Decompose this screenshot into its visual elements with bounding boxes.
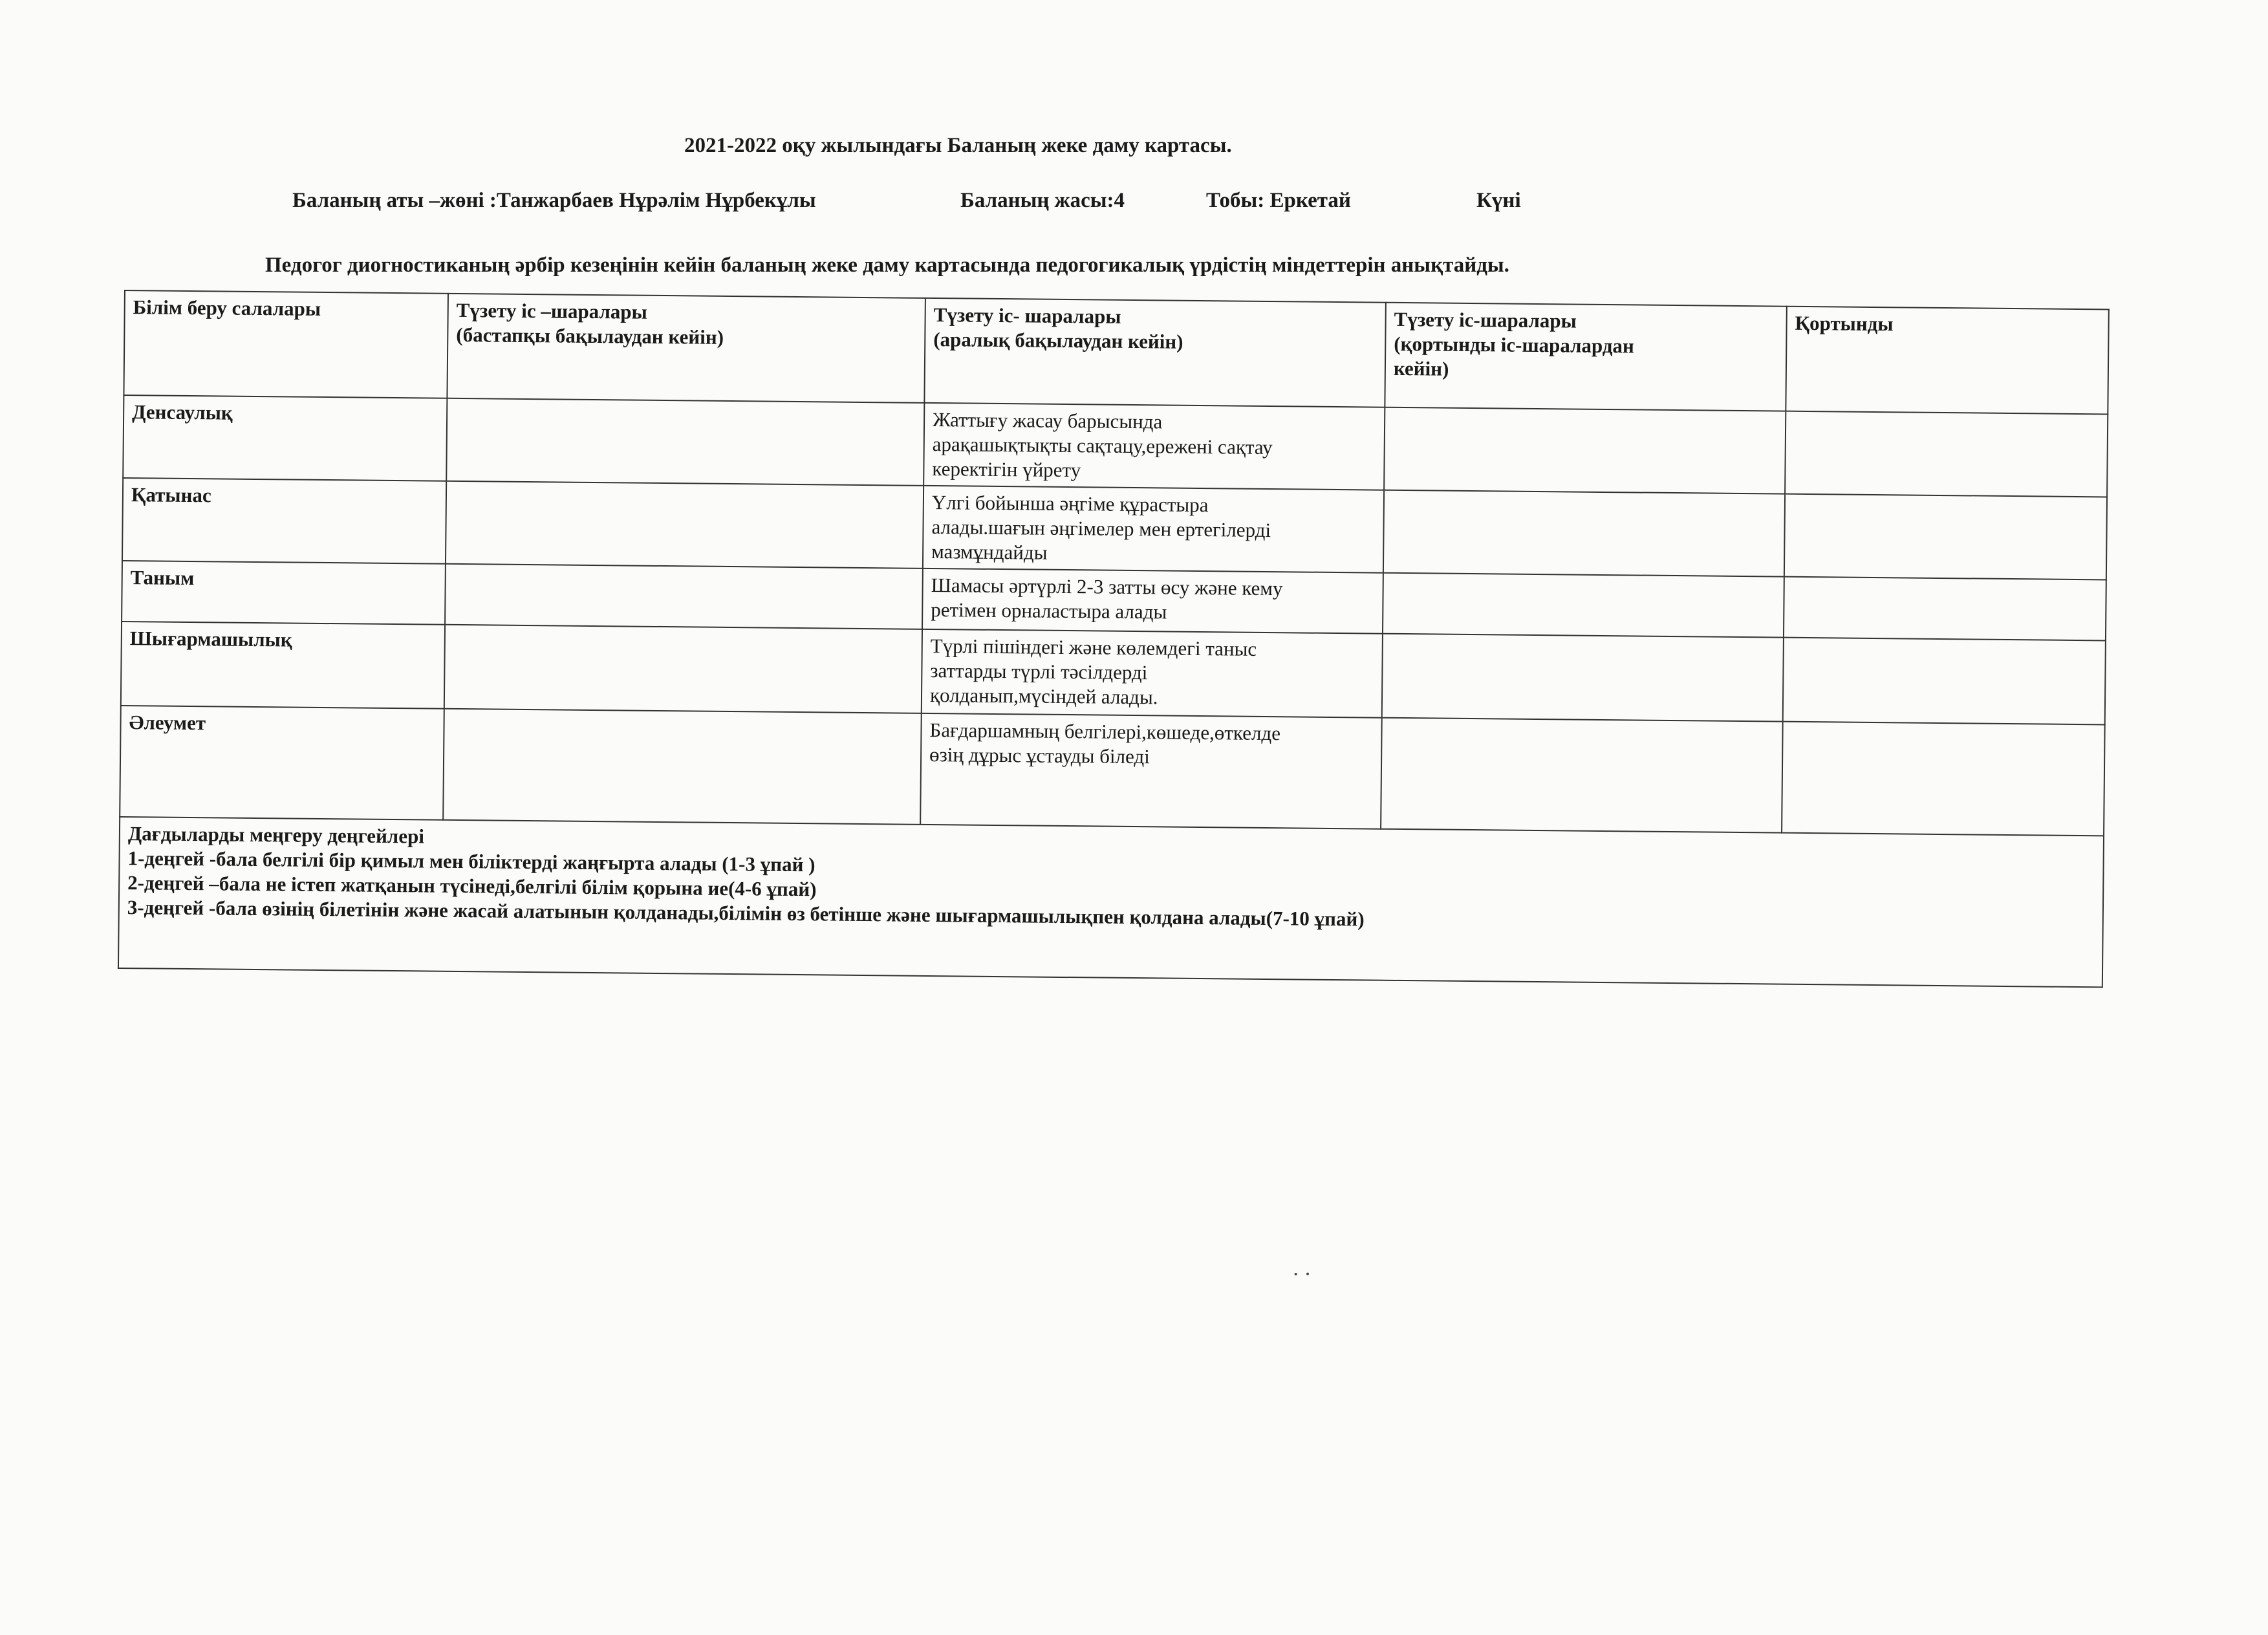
area-cell: Қатынас — [122, 478, 446, 564]
skill-levels-cell — [118, 817, 2104, 987]
header-education-areas: Білім беру салалары — [124, 290, 448, 398]
child-age: Баланың жасы:4 — [960, 189, 1125, 212]
conclusion-cell — [1783, 638, 2106, 725]
final-cell — [1382, 634, 1784, 722]
intermediate-cell: Жаттығу жасау барысында арақашықтықты сақтацу,ережені сақтау керектігін үйрету — [923, 403, 1385, 490]
date-label: Күні — [1476, 189, 1521, 212]
final-cell — [1383, 490, 1785, 577]
area-cell: Денсаулық — [123, 395, 447, 481]
initial-cell — [446, 398, 924, 486]
table-row — [120, 706, 2105, 836]
conclusion-cell — [1784, 494, 2107, 580]
development-table — [118, 290, 2110, 988]
final-cell — [1383, 573, 1784, 638]
conclusion-cell — [1784, 577, 2106, 641]
header-initial-measures: Түзету іс –шаралары (бастапқы бақылаудан кейін) — [447, 294, 925, 403]
level-1: 1-деңгей -бала белгілі бір қимыл мен біліктерді жаңғырта алады (1-3 ұпай ) — [127, 847, 815, 876]
header-conclusion: Қортынды — [1786, 307, 2109, 415]
final-cell — [1381, 718, 1783, 833]
area-cell: Шығармашылық — [121, 622, 445, 709]
intermediate-cell: Үлгі бойынша әңгіме құрастыра алады.шағын әңгімелер мен ертегілерді мазмұндайды — [923, 486, 1384, 573]
initial-cell — [444, 625, 922, 713]
levels-heading: Дағдыларды меңгеру деңгейлері — [127, 822, 425, 848]
scan-speck: · ∙ — [1292, 1262, 1311, 1286]
header-intermediate-measures: Түзету іс- шаралары (аралық бақылаудан кейін) — [924, 298, 1386, 407]
intermediate-cell: Шамасы әртүрлі 2-3 затты өсу және кему ретімен орналастыра алады — [922, 568, 1383, 634]
area-cell: Әлеумет — [120, 706, 444, 820]
document-title: 2021-2022 оқу жылындағы Баланың жеке даму картасы. — [684, 134, 1232, 157]
intro-text: Педогог диогностиканың әрбір кезеңінін кейін баланың жеке даму картасында педогогикалық үрдістің міндеттерін анықтайды. — [265, 254, 1509, 277]
header-final-measures: Түзету іс-шаралары (қортынды іс-шаралардан кейін) — [1385, 303, 1787, 411]
conclusion-cell — [1785, 411, 2108, 497]
levels-row — [118, 817, 2104, 987]
child-name: Баланың аты –жөні :Танжарбаев Нұрәлім Нұрбекұлы — [292, 189, 816, 212]
final-cell — [1384, 407, 1786, 494]
level-2: 2-деңгей –бала не істеп жатқанын түсінеді,белгілі білім қорына ие(4-6 ұпай) — [127, 871, 817, 901]
intermediate-cell: Бағдаршамның белгілері,көшеде,өткелде өзің дұрыс ұстауды біледі — [920, 713, 1382, 829]
area-cell: Таным — [122, 561, 446, 625]
intermediate-cell: Түрлі пішіндегі және көлемдегі таныс заттарды түрлі тәсілдерді қолданып,мүсіндей алады. — [922, 629, 1383, 718]
level-3: 3-деңгей -бала өзінің білетінін және жасай алатынын қолданады,білімін өз бетінше және шығармашылықпен қолдана алады(7-10 ұпай) — [127, 896, 1365, 931]
initial-cell — [445, 564, 923, 629]
child-group: Тобы: Еркетай — [1206, 189, 1351, 212]
initial-cell — [446, 481, 923, 568]
conclusion-cell — [1782, 722, 2105, 836]
table-header-row — [124, 290, 2108, 414]
initial-cell — [443, 709, 922, 825]
